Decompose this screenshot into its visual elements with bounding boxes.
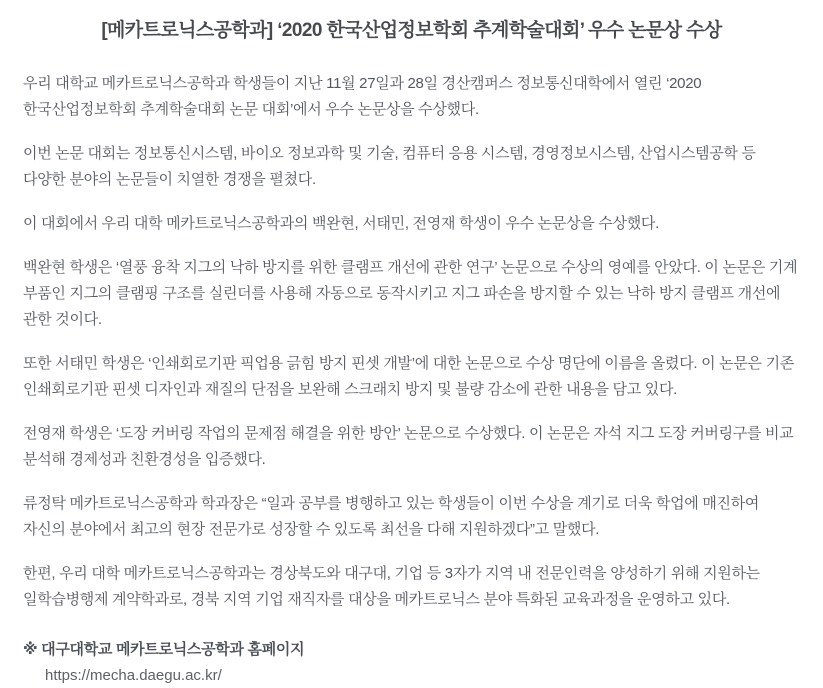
- paragraph-dept-info: 한편, 우리 대학 메카트로닉스공학과는 경상북도와 대구대, 기업 등 3자가 지역 내 전문인력을 양성하기 위해 지원하는 일학습병행제 계약학과로, 경북 지역 기업 재직자를 대상을 메카트로닉스 분야 특화된 교육과정을 운영하고 있다.: [23, 565, 760, 608]
- homepage-url: https://mecha.daegu.ac.kr/: [45, 667, 222, 684]
- homepage-label: ※ 대구대학교 메카트로닉스공학과 홈페이지: [23, 641, 305, 658]
- footer-note: [23, 638, 800, 688]
- page-title: [메카트로닉스공학과] ‘2020 한국산업정보학회 추계학술대회’ 우수 논문상 수상: [101, 20, 722, 41]
- paragraph-contest-fields: 이번 논문 대회는 정보통신시스템, 바이오 정보과학 및 기술, 컴퓨터 응용 시스템, 경영정보시스템, 산업시스템공학 등 다양한 분야의 논문들이 치열한 경쟁을 펼쳤다.: [23, 145, 756, 188]
- paragraph-dept-head-quote: 류정탁 메카트로닉스공학과 학과장은 “일과 공부를 병행하고 있는 학생들이 이번 수상을 계기로 더욱 학업에 매진하여 자신의 분야에서 최고의 현장 전문가로 성장할 수 있도록 최선을 다해 지원하겠다”고 말했다.: [23, 495, 760, 538]
- paragraph-student-jeon: 전영재 학생은 ‘도장 커버링 작업의 문제점 해결을 위한 방안’ 논문으로 수상했다. 이 논문은 자석 지그 도장 커버링구를 비교 분석해 경제성과 친환경성을 입증했다.: [23, 425, 794, 468]
- paragraph-student-baek: 백완현 학생은 ‘열풍 융착 지그의 낙하 방지를 위한 클램프 개선에 관한 연구’ 논문으로 수상의 영예를 안았다. 이 논문은 기계 부품인 지그의 클램핑 구조를 실린더를 사용해 자동으로 동작시키고 지그 파손을 방지할 수 있는 낙하 방지 클램프 개선에 관한 것이다.: [23, 259, 798, 328]
- paragraph-winners: 이 대회에서 우리 대학 메카트로닉스공학과의 백완현, 서태민, 전영재 학생이 우수 논문상을 수상했다.: [23, 215, 659, 232]
- paragraph-intro: 우리 대학교 메카트로닉스공학과 학생들이 지난 11월 27일과 28일 경산캠퍼스 정보통신대학에서 열린 ‘2020 한국산업정보학회 추계학술대회 논문 대회’에서 우수 논문상을 수상했다.: [23, 75, 702, 118]
- paragraph-student-seo: 또한 서태민 학생은 ‘인쇄회로기판 픽업용 긁힘 방지 핀셋 개발’에 대한 논문으로 수상 명단에 이름을 올렸다. 이 논문은 기존 인쇄회로기판 핀셋 디자인과 재질의 단점을 보완해 스크래치 방지 및 불량 감소에 관한 내용을 담고 있다.: [23, 355, 794, 398]
